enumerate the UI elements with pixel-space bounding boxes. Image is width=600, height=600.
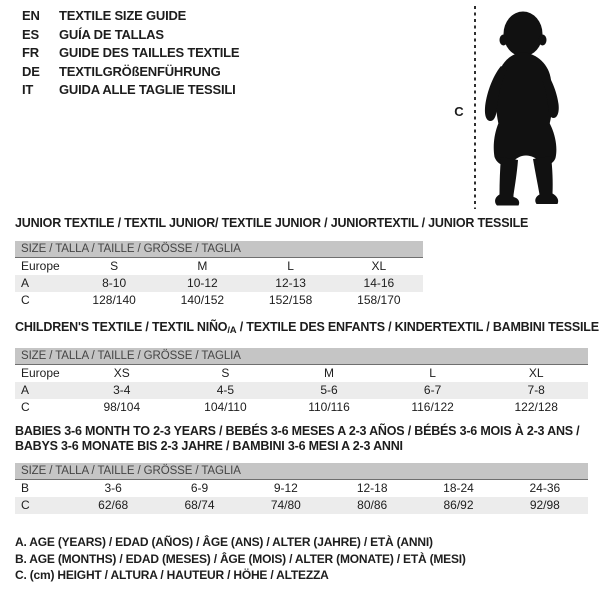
table-title-subscript: /A (227, 325, 237, 336)
table-row (15, 365, 588, 382)
size-table-children (15, 320, 599, 416)
cell-value: 18-24 (443, 481, 474, 495)
cell-value: 12-13 (275, 276, 306, 290)
size-header-bar: SIZE / TALLA / TAILLE / GRÖSSE / TAGLIA (15, 241, 423, 258)
language-title: GUIDA ALLE TAGLIE TESSILI (59, 82, 236, 97)
cell-value: L (429, 366, 436, 380)
cell-value: 7-8 (527, 383, 545, 397)
row-label: Europe (21, 259, 60, 273)
cell-value: 116/122 (411, 400, 454, 414)
legend-item: A. AGE (YEARS) / EDAD (AÑOS) / ÂGE (ANS) / ALTER (JAHRE) / ETÀ (ANNI) (15, 535, 433, 549)
table-title-line2: BABYS 3-6 MONATE BIS 2-3 JAHRE / BAMBINI 3-6 MESI A 2-3 ANNI (15, 439, 403, 453)
height-label: C (454, 104, 464, 119)
table-row (15, 258, 423, 275)
cell-value: 24-36 (529, 481, 561, 495)
table-row (15, 399, 588, 416)
table-row (15, 292, 423, 309)
table-title-line1: BABIES 3-6 MONTH TO 2-3 YEARS / BEBÉS 3-6 MESES A 2-3 AÑOS / BÉBÉS 3-6 MOIS À 2-3 ANS / (15, 424, 580, 438)
language-title: GUÍA DE TALLAS (59, 26, 164, 42)
row-label: B (21, 481, 30, 495)
cell-value: 110/116 (308, 400, 350, 414)
size-table-babies (15, 424, 588, 514)
cell-value: 10-12 (187, 276, 218, 290)
cell-value: 86/92 (443, 498, 474, 512)
cell-value: XS (113, 366, 130, 380)
cell-value: 74/80 (270, 498, 301, 512)
language-header (22, 7, 239, 100)
cell-value: 9-12 (273, 481, 298, 495)
cell-value: 4-5 (216, 383, 235, 397)
baby-silhouette-icon (482, 7, 574, 208)
cell-value: 152/158 (268, 293, 313, 307)
language-title: TEXTILGRÖßENFÜHRUNG (59, 63, 221, 79)
cell-value: 3-6 (104, 481, 122, 495)
cell-value: 122/128 (514, 400, 558, 414)
cell-value: 8-10 (102, 276, 127, 290)
row-label: C (21, 293, 30, 307)
cell-value: 128/140 (92, 293, 136, 307)
cell-value: 14-16 (363, 276, 395, 290)
language-title: GUIDE DES TAILLES TEXTILE (59, 45, 240, 60)
table-title (15, 424, 588, 454)
cell-value: M (197, 259, 208, 273)
table-title-part: CHILDREN'S TEXTILE / TEXTIL NIÑO (15, 320, 228, 334)
cell-value: 12-18 (356, 481, 388, 495)
table-title (15, 320, 599, 336)
table-row (15, 497, 588, 514)
row-label: C (21, 400, 30, 414)
language-row (22, 26, 239, 45)
legend-item: C. (cm) HEIGHT / ALTURA / HAUTEUR / HÖHE / ALTEZZA (15, 568, 329, 582)
size-header-bar: SIZE / TALLA / TAILLE / GRÖSSE / TAGLIA (15, 348, 588, 365)
language-row (22, 63, 239, 82)
cell-value: M (323, 366, 334, 380)
table-title: JUNIOR TEXTILE / TEXTIL JUNIOR/ TEXTILE JUNIOR / JUNIORTEXTIL / JUNIOR TESSILE (15, 216, 529, 230)
cell-value: 5-6 (320, 383, 338, 397)
cell-value: XL (371, 259, 387, 273)
height-measure-line (474, 6, 476, 209)
size-header-bar: SIZE / TALLA / TAILLE / GRÖSSE / TAGLIA (15, 463, 588, 480)
table-row (15, 480, 588, 497)
cell-value: 68/74 (184, 498, 215, 512)
row-label: A (21, 383, 30, 397)
cell-value: 62/68 (98, 498, 129, 512)
language-row (22, 7, 239, 26)
cell-value: 6-9 (190, 481, 209, 495)
row-label: Europe (21, 366, 60, 380)
cell-value: S (110, 259, 119, 273)
language-row (22, 44, 239, 63)
language-code: IT (22, 82, 34, 97)
size-table-junior (15, 216, 529, 309)
language-code: ES (22, 26, 39, 42)
cell-value: 98/104 (103, 400, 141, 414)
cell-value: 158/170 (357, 293, 401, 307)
legend-item: B. AGE (MONTHS) / EDAD (MESES) / ÂGE (MOIS) / ALTER (MONATE) / ETÀ (MESI) (15, 551, 466, 566)
table-row (15, 275, 423, 292)
cell-value: 104/110 (204, 400, 247, 414)
cell-value: 3-4 (113, 383, 131, 397)
language-code: DE (22, 63, 40, 79)
cell-value: XL (528, 366, 544, 380)
cell-value: 140/152 (180, 293, 225, 307)
legend (15, 534, 466, 584)
cell-value: 92/98 (529, 498, 560, 512)
language-code: FR (22, 45, 39, 60)
language-row (22, 81, 239, 100)
cell-value: S (221, 366, 230, 380)
cell-value: 6-7 (423, 383, 442, 397)
table-title-part: / TEXTILE DES ENFANTS / KINDERTEXTIL / BAMBINI TESSILE (236, 320, 599, 334)
table-row (15, 382, 588, 399)
row-label: A (21, 276, 30, 290)
language-code: EN (22, 8, 40, 23)
language-title: TEXTILE SIZE GUIDE (59, 8, 187, 23)
cell-value: 80/86 (357, 498, 388, 512)
row-label: C (21, 498, 30, 512)
cell-value: L (287, 259, 294, 273)
